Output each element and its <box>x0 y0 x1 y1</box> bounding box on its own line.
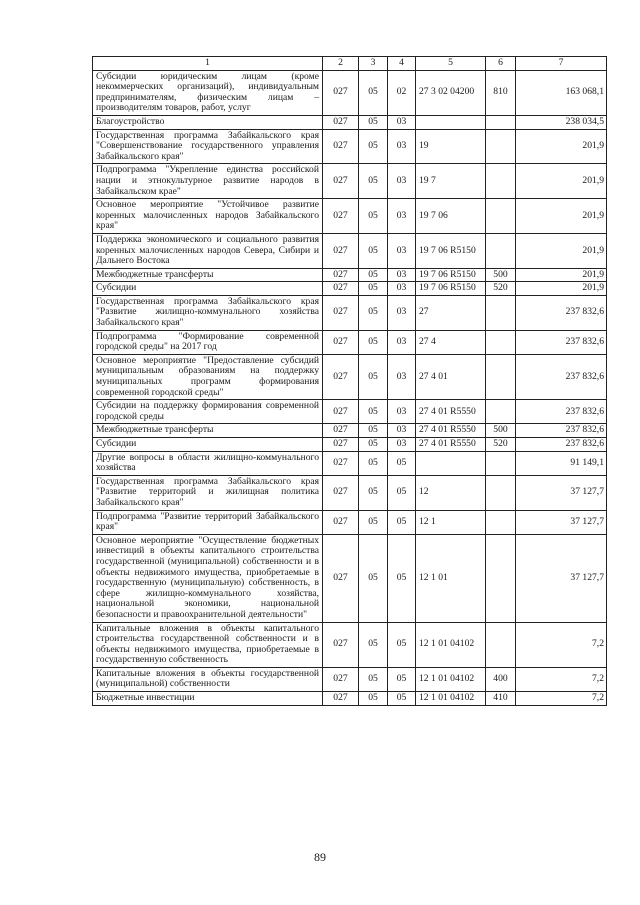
item-name-cell: Государственная программа Забайкальского края "Развитие территорий и жилищная политика Забайкальского края" <box>93 475 323 510</box>
subsection-code-cell: 03 <box>388 282 416 296</box>
target-article-cell: 27 4 01 R5550 <box>416 424 486 438</box>
target-article-cell: 19 7 06 R5150 <box>416 268 486 282</box>
section-code-cell: 05 <box>359 424 388 438</box>
item-name-cell: Подпрограмма "Развитие территорий Забайкальского края" <box>93 510 323 534</box>
table-row <box>93 70 607 115</box>
table-row <box>93 129 607 164</box>
table-row <box>93 534 607 622</box>
table-row <box>93 282 607 296</box>
amount-cell: 201,9 <box>516 282 607 296</box>
amount-cell: 201,9 <box>516 199 607 234</box>
item-name-cell: Государственная программа Забайкальского края "Совершенствование государственного управления Забайкальского края" <box>93 129 323 164</box>
table-row <box>93 622 607 667</box>
section-code-cell: 05 <box>359 534 388 622</box>
table-row <box>93 475 607 510</box>
amount-cell: 91 149,1 <box>516 451 607 475</box>
section-code-cell: 05 <box>359 233 388 268</box>
subsection-code-cell: 03 <box>388 424 416 438</box>
amount-cell: 237 832,6 <box>516 424 607 438</box>
section-code-cell: 05 <box>359 164 388 199</box>
subsection-code-cell: 03 <box>388 295 416 330</box>
target-article-cell: 12 1 01 04102 <box>416 667 486 691</box>
ministry-code-cell: 027 <box>323 424 359 438</box>
table-row <box>93 330 607 354</box>
table-row <box>93 451 607 475</box>
amount-cell: 237 832,6 <box>516 295 607 330</box>
target-article-cell <box>416 451 486 475</box>
header-cell: 1 <box>93 57 323 71</box>
table-row <box>93 295 607 330</box>
target-article-cell: 19 7 06 <box>416 199 486 234</box>
ministry-code-cell: 027 <box>323 438 359 452</box>
ministry-code-cell: 027 <box>323 534 359 622</box>
subsection-code-cell: 03 <box>388 129 416 164</box>
item-name-cell: Бюджетные инвестиции <box>93 692 323 706</box>
target-article-cell: 27 4 01 R5550 <box>416 438 486 452</box>
subsection-code-cell: 03 <box>388 354 416 399</box>
amount-cell: 201,9 <box>516 164 607 199</box>
expense-type-cell: 520 <box>486 282 516 296</box>
subsection-code-cell: 05 <box>388 622 416 667</box>
section-code-cell: 05 <box>359 115 388 129</box>
table-row <box>93 164 607 199</box>
table-row <box>93 400 607 424</box>
expense-type-cell: 400 <box>486 667 516 691</box>
target-article-cell: 12 1 01 04102 <box>416 692 486 706</box>
ministry-code-cell: 027 <box>323 199 359 234</box>
subsection-code-cell: 05 <box>388 667 416 691</box>
subsection-code-cell: 03 <box>388 199 416 234</box>
amount-cell: 201,9 <box>516 233 607 268</box>
expense-type-cell <box>486 233 516 268</box>
table-header-row <box>93 57 607 71</box>
target-article-cell: 27 <box>416 295 486 330</box>
expense-type-cell <box>486 199 516 234</box>
item-name-cell: Основное мероприятие "Устойчивое развитие коренных малочисленных народов Забайкальского края" <box>93 199 323 234</box>
amount-cell: 238 034,5 <box>516 115 607 129</box>
item-name-cell: Основное мероприятие "Предоставление субсидий муниципальным образованиям на поддержку муниципальных программ формирования современной городской среды" <box>93 354 323 399</box>
section-code-cell: 05 <box>359 268 388 282</box>
header-cell: 4 <box>388 57 416 71</box>
section-code-cell: 05 <box>359 330 388 354</box>
expense-type-cell <box>486 330 516 354</box>
item-name-cell: Межбюджетные трансферты <box>93 268 323 282</box>
ministry-code-cell: 027 <box>323 692 359 706</box>
item-name-cell: Капитальные вложения в объекты капитального строительства государственной собственности и в объекты недвижимого имущества, приобретаемые в государственную собственность <box>93 622 323 667</box>
section-code-cell: 05 <box>359 692 388 706</box>
target-article-cell: 12 1 01 <box>416 534 486 622</box>
table-body <box>93 57 607 706</box>
item-name-cell: Государственная программа Забайкальского края "Развитие жилищно-коммунального хозяйства Забайкальского края" <box>93 295 323 330</box>
amount-cell: 37 127,7 <box>516 475 607 510</box>
ministry-code-cell: 027 <box>323 667 359 691</box>
ministry-code-cell: 027 <box>323 295 359 330</box>
table-row <box>93 424 607 438</box>
header-cell: 6 <box>486 57 516 71</box>
amount-cell: 237 832,6 <box>516 330 607 354</box>
target-article-cell: 27 4 01 R5550 <box>416 400 486 424</box>
subsection-code-cell: 02 <box>388 70 416 115</box>
subsection-code-cell: 03 <box>388 268 416 282</box>
section-code-cell: 05 <box>359 622 388 667</box>
item-name-cell: Капитальные вложения в объекты государственной (муниципальной) собственности <box>93 667 323 691</box>
ministry-code-cell: 027 <box>323 115 359 129</box>
header-cell: 5 <box>416 57 486 71</box>
expense-type-cell <box>486 510 516 534</box>
ministry-code-cell: 027 <box>323 622 359 667</box>
table-row <box>93 438 607 452</box>
item-name-cell: Субсидии <box>93 282 323 296</box>
item-name-cell: Основное мероприятие "Осуществление бюджетных инвестиций в объекты капитального строительства государственной (муниципальной) собственности и в объекты недвижимого имущества, приобретаемые в государственную (муниципальную) собственность, в сфере жилищно-коммунального хозяйства, национальной экономики, национальной безопасности и правоохранительной деятельности" <box>93 534 323 622</box>
ministry-code-cell: 027 <box>323 400 359 424</box>
ministry-code-cell: 027 <box>323 475 359 510</box>
table-row <box>93 692 607 706</box>
subsection-code-cell: 03 <box>388 330 416 354</box>
target-article-cell: 12 1 <box>416 510 486 534</box>
target-article-cell: 19 7 <box>416 164 486 199</box>
target-article-cell: 12 1 01 04102 <box>416 622 486 667</box>
section-code-cell: 05 <box>359 295 388 330</box>
subsection-code-cell: 05 <box>388 475 416 510</box>
table-row <box>93 510 607 534</box>
amount-cell: 237 832,6 <box>516 400 607 424</box>
ministry-code-cell: 027 <box>323 164 359 199</box>
expense-type-cell <box>486 354 516 399</box>
ministry-code-cell: 027 <box>323 451 359 475</box>
item-name-cell: Межбюджетные трансферты <box>93 424 323 438</box>
target-article-cell <box>416 115 486 129</box>
amount-cell: 7,2 <box>516 667 607 691</box>
target-article-cell: 27 4 01 <box>416 354 486 399</box>
expense-type-cell: 810 <box>486 70 516 115</box>
expense-type-cell <box>486 129 516 164</box>
ministry-code-cell: 027 <box>323 282 359 296</box>
section-code-cell: 05 <box>359 451 388 475</box>
subsection-code-cell: 03 <box>388 164 416 199</box>
section-code-cell: 05 <box>359 667 388 691</box>
subsection-code-cell: 03 <box>388 438 416 452</box>
amount-cell: 37 127,7 <box>516 510 607 534</box>
expense-type-cell <box>486 451 516 475</box>
expense-type-cell <box>486 115 516 129</box>
expense-type-cell <box>486 475 516 510</box>
table-row <box>93 199 607 234</box>
table-row <box>93 354 607 399</box>
amount-cell: 237 832,6 <box>516 438 607 452</box>
target-article-cell: 27 3 02 04200 <box>416 70 486 115</box>
target-article-cell: 19 7 06 R5150 <box>416 282 486 296</box>
item-name-cell: Субсидии юридическим лицам (кроме некоммерческих организаций), индивидуальным предпринимателям, физическим лицам – производителям товаров, работ, услуг <box>93 70 323 115</box>
section-code-cell: 05 <box>359 438 388 452</box>
subsection-code-cell: 03 <box>388 115 416 129</box>
expense-type-cell <box>486 295 516 330</box>
item-name-cell: Подпрограмма "Формирование современной городской среды" на 2017 год <box>93 330 323 354</box>
section-code-cell: 05 <box>359 129 388 164</box>
amount-cell: 201,9 <box>516 129 607 164</box>
subsection-code-cell: 05 <box>388 451 416 475</box>
item-name-cell: Субсидии на поддержку формирования современной городской среды <box>93 400 323 424</box>
amount-cell: 201,9 <box>516 268 607 282</box>
subsection-code-cell: 05 <box>388 534 416 622</box>
expense-type-cell: 500 <box>486 268 516 282</box>
subsection-code-cell: 05 <box>388 510 416 534</box>
section-code-cell: 05 <box>359 510 388 534</box>
expense-type-cell: 500 <box>486 424 516 438</box>
section-code-cell: 05 <box>359 400 388 424</box>
item-name-cell: Субсидии <box>93 438 323 452</box>
ministry-code-cell: 027 <box>323 70 359 115</box>
item-name-cell: Благоустройство <box>93 115 323 129</box>
amount-cell: 7,2 <box>516 692 607 706</box>
budget-table <box>92 56 607 706</box>
expense-type-cell: 520 <box>486 438 516 452</box>
expense-type-cell <box>486 622 516 667</box>
target-article-cell: 19 7 06 R5150 <box>416 233 486 268</box>
ministry-code-cell: 027 <box>323 330 359 354</box>
table-row <box>93 233 607 268</box>
target-article-cell: 27 4 <box>416 330 486 354</box>
table-row <box>93 115 607 129</box>
item-name-cell: Другие вопросы в области жилищно-коммунального хозяйства <box>93 451 323 475</box>
ministry-code-cell: 027 <box>323 129 359 164</box>
subsection-code-cell: 05 <box>388 692 416 706</box>
amount-cell: 7,2 <box>516 622 607 667</box>
ministry-code-cell: 027 <box>323 268 359 282</box>
expense-type-cell <box>486 534 516 622</box>
item-name-cell: Подпрограмма "Укрепление единства российской нации и этнокультурное развитие народов в Забайкальском крае" <box>93 164 323 199</box>
expense-type-cell <box>486 400 516 424</box>
section-code-cell: 05 <box>359 282 388 296</box>
section-code-cell: 05 <box>359 70 388 115</box>
ministry-code-cell: 027 <box>323 354 359 399</box>
table-row <box>93 667 607 691</box>
section-code-cell: 05 <box>359 475 388 510</box>
header-cell: 3 <box>359 57 388 71</box>
expense-type-cell <box>486 164 516 199</box>
amount-cell: 37 127,7 <box>516 534 607 622</box>
subsection-code-cell: 03 <box>388 400 416 424</box>
amount-cell: 237 832,6 <box>516 354 607 399</box>
target-article-cell: 19 <box>416 129 486 164</box>
section-code-cell: 05 <box>359 199 388 234</box>
ministry-code-cell: 027 <box>323 510 359 534</box>
table-row <box>93 268 607 282</box>
section-code-cell: 05 <box>359 354 388 399</box>
item-name-cell: Поддержка экономического и социального развития коренных малочисленных народов Севера, Сибири и Дальнего Востока <box>93 233 323 268</box>
amount-cell: 163 068,1 <box>516 70 607 115</box>
expense-type-cell: 410 <box>486 692 516 706</box>
page-number: 89 <box>314 850 326 864</box>
header-cell: 2 <box>323 57 359 71</box>
ministry-code-cell: 027 <box>323 233 359 268</box>
header-cell: 7 <box>516 57 607 71</box>
subsection-code-cell: 03 <box>388 233 416 268</box>
target-article-cell: 12 <box>416 475 486 510</box>
